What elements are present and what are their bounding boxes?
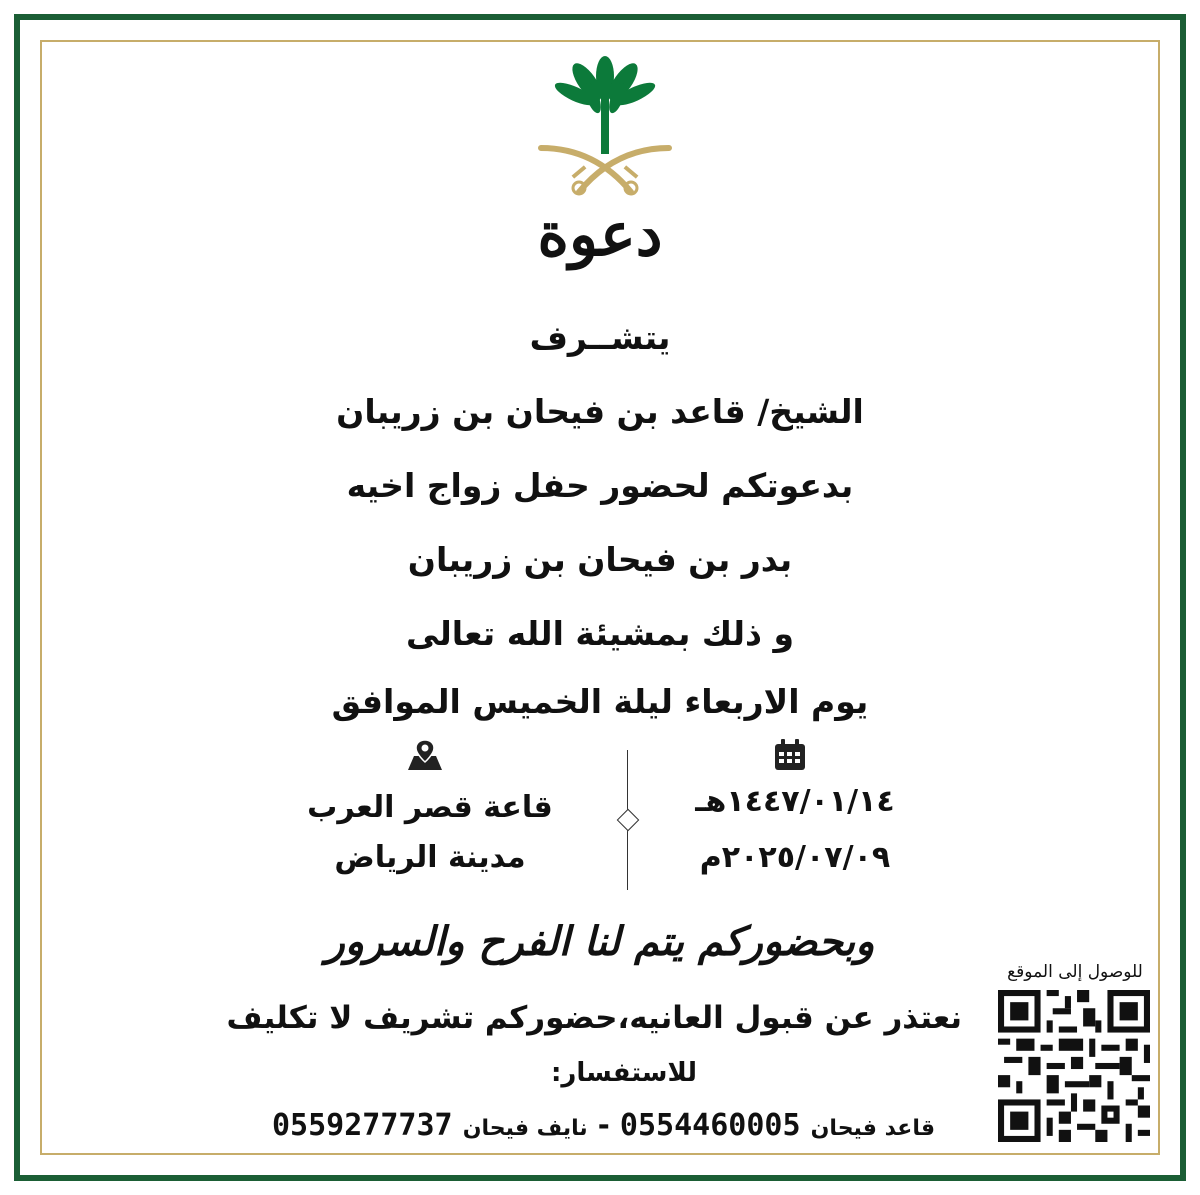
contacts-line <box>272 1108 962 1143</box>
apology-line: نعتذر عن قبول العانيه،حضوركم تشريف لا تكليف <box>226 1000 962 1036</box>
honor-line: يتشــرف <box>529 318 671 357</box>
calendar-icon <box>773 738 807 772</box>
qr-label: للوصول إلى الموقع <box>1007 962 1143 982</box>
god-willing-line: و ذلك بمشيئة الله تعالى <box>406 614 794 653</box>
contact1-phone[interactable]: 0554460005 <box>619 1108 801 1143</box>
venue-name: قاعة قصر العرب <box>307 790 553 825</box>
date-hijri: ١٤٤٧/٠١/١٤هـ <box>695 784 895 819</box>
groom-name: بدر بن فيحان بن زريبان <box>407 540 793 579</box>
contact1-name: قاعد فيحان <box>810 1116 935 1141</box>
contact2-name: نايف فيحان <box>462 1116 588 1141</box>
contacts-separator: - <box>597 1108 610 1142</box>
contact2-phone[interactable]: 0559277737 <box>272 1108 453 1143</box>
invitation-line: بدعوتكم لحضور حفل زواج اخيه <box>346 466 854 505</box>
date-gregorian: ٢٠٢٥/٠٧/٠٩م <box>699 840 891 875</box>
palm-swords-emblem <box>535 52 675 202</box>
day-line: يوم الاربعاء ليلة الخميس الموافق <box>331 682 869 721</box>
invitation-title: دعوة <box>537 200 663 270</box>
host-name: الشيخ/ قاعد بن فيحان بن زريبان <box>336 392 864 431</box>
location-qr-code[interactable] <box>998 990 1150 1142</box>
closing-calligraphy: وبحضوركم يتم لنا الفرح والسرور <box>325 918 875 965</box>
city-name: مدينة الرياض <box>334 840 526 875</box>
inquiry-label: للاستفسار: <box>551 1058 697 1088</box>
map-pin-icon <box>406 738 444 772</box>
